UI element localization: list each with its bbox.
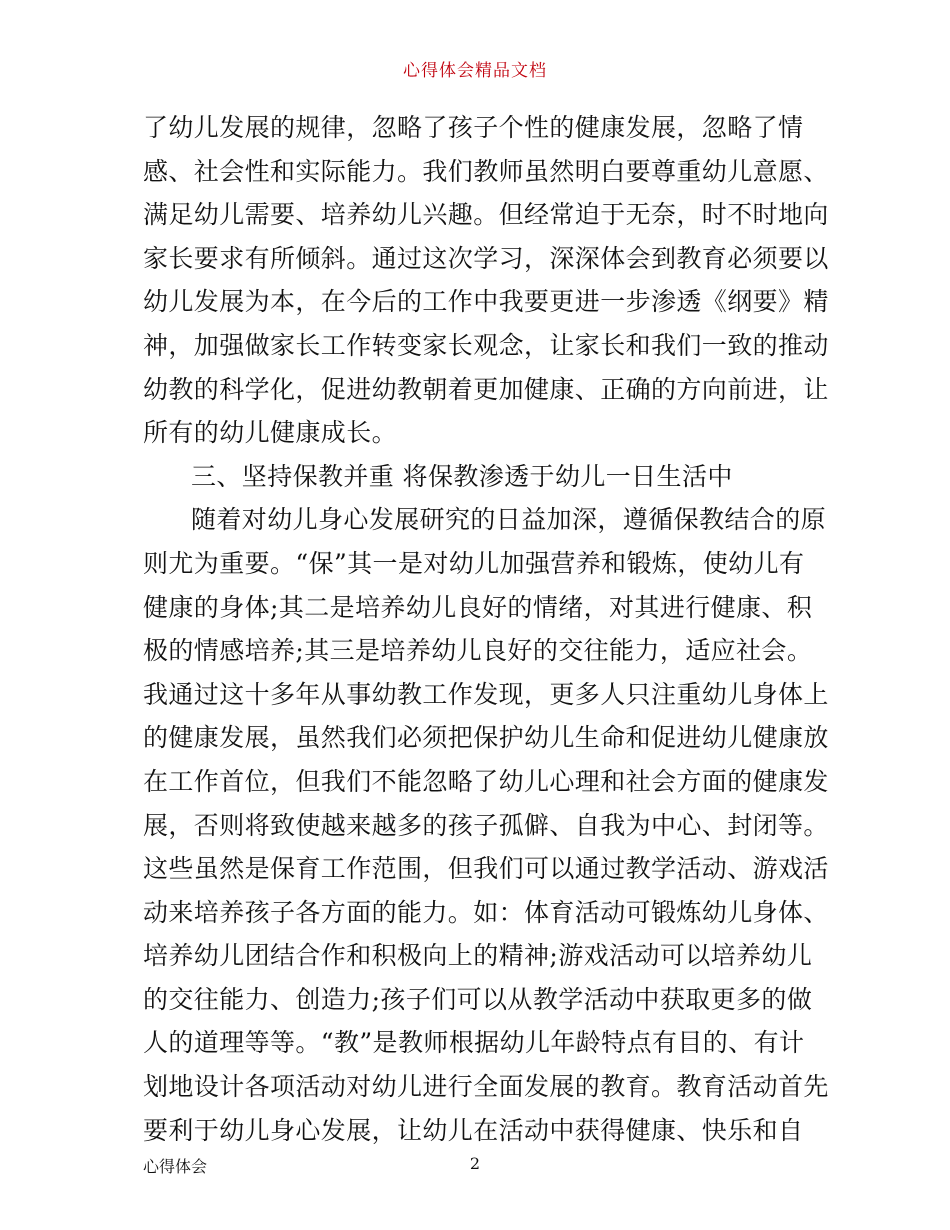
body-line: 了幼儿发展的规律，忽略了孩子个性的健康发展，忽略了情 [143,113,804,142]
body-line: 动来培养孩子各方面的能力。如：体育活动可锻炼幼儿身体、 [143,897,829,927]
body-line: 人的道理等等。“教”是教师根据幼儿年龄特点有目的、有计 [143,1028,805,1058]
body-line: 的交往能力、创造力;孩子们可以从教学活动中获取更多的做 [143,984,813,1014]
body-line: 划地设计各项活动对幼儿进行全面发展的教育。教育活动首先 [143,1072,829,1102]
body-line: 我通过这十多年从事幼教工作发现，更多人只注重幼儿身体上 [143,679,829,709]
body-line: 培养幼儿团结合作和积极向上的精神;游戏活动可以培养幼儿 [143,941,813,971]
body-line: 健康的身体;其二是培养幼儿良好的情绪，对其进行健康、积 [143,592,813,622]
footer-label: 心得体会 [143,1157,208,1176]
body-line: 在工作首位，但我们不能忽略了幼儿心理和社会方面的健康发 [143,766,829,796]
body-line: 展，否则将致使越来越多的孩子孤僻、自我为中心、封闭等。 [143,810,829,840]
body-line: 感、社会性和实际能力。我们教师虽然明白要尊重幼儿意愿、 [143,156,829,186]
body-line: 要利于幼儿身心发展，让幼儿在活动中获得健康、快乐和自 [143,1115,804,1145]
body-line: 满足幼儿需要、培养幼儿兴趣。但经常迫于无奈，时不时地向 [143,200,829,230]
section-heading: 三、坚持保教并重 将保教渗透于幼儿一日生活中 [191,461,733,491]
body-line: 所有的幼儿健康成长。 [143,418,398,448]
page-header-title: 心得体会精品文档 [403,61,547,81]
body-line: 随着对幼儿身心发展研究的日益加深，遵循保教结合的原 [191,505,827,535]
body-line: 家长要求有所倾斜。通过这次学习，深深体会到教育必须要以 [143,243,829,273]
body-line: 这些虽然是保育工作范围，但我们可以通过教学活动、游戏活 [143,854,829,884]
body-line: 幼儿发展为本，在今后的工作中我要更进一步渗透《纲要》精 [143,287,829,317]
body-line: 的健康发展，虽然我们必须把保护幼儿生命和促进幼儿健康放 [143,723,829,753]
document-body [143,106,829,1152]
page-number: 2 [469,1154,481,1173]
body-line: 则尤为重要。“保”其一是对幼儿加强营养和锻炼，使幼儿有 [143,548,805,578]
body-line: 极的情感培养;其三是培养幼儿良好的交往能力，适应社会。 [143,636,813,666]
body-line: 幼教的科学化，促进幼教朝着更加健康、正确的方向前进，让 [143,374,829,404]
body-line: 神，加强做家长工作转变家长观念，让家长和我们一致的推动 [143,330,829,360]
